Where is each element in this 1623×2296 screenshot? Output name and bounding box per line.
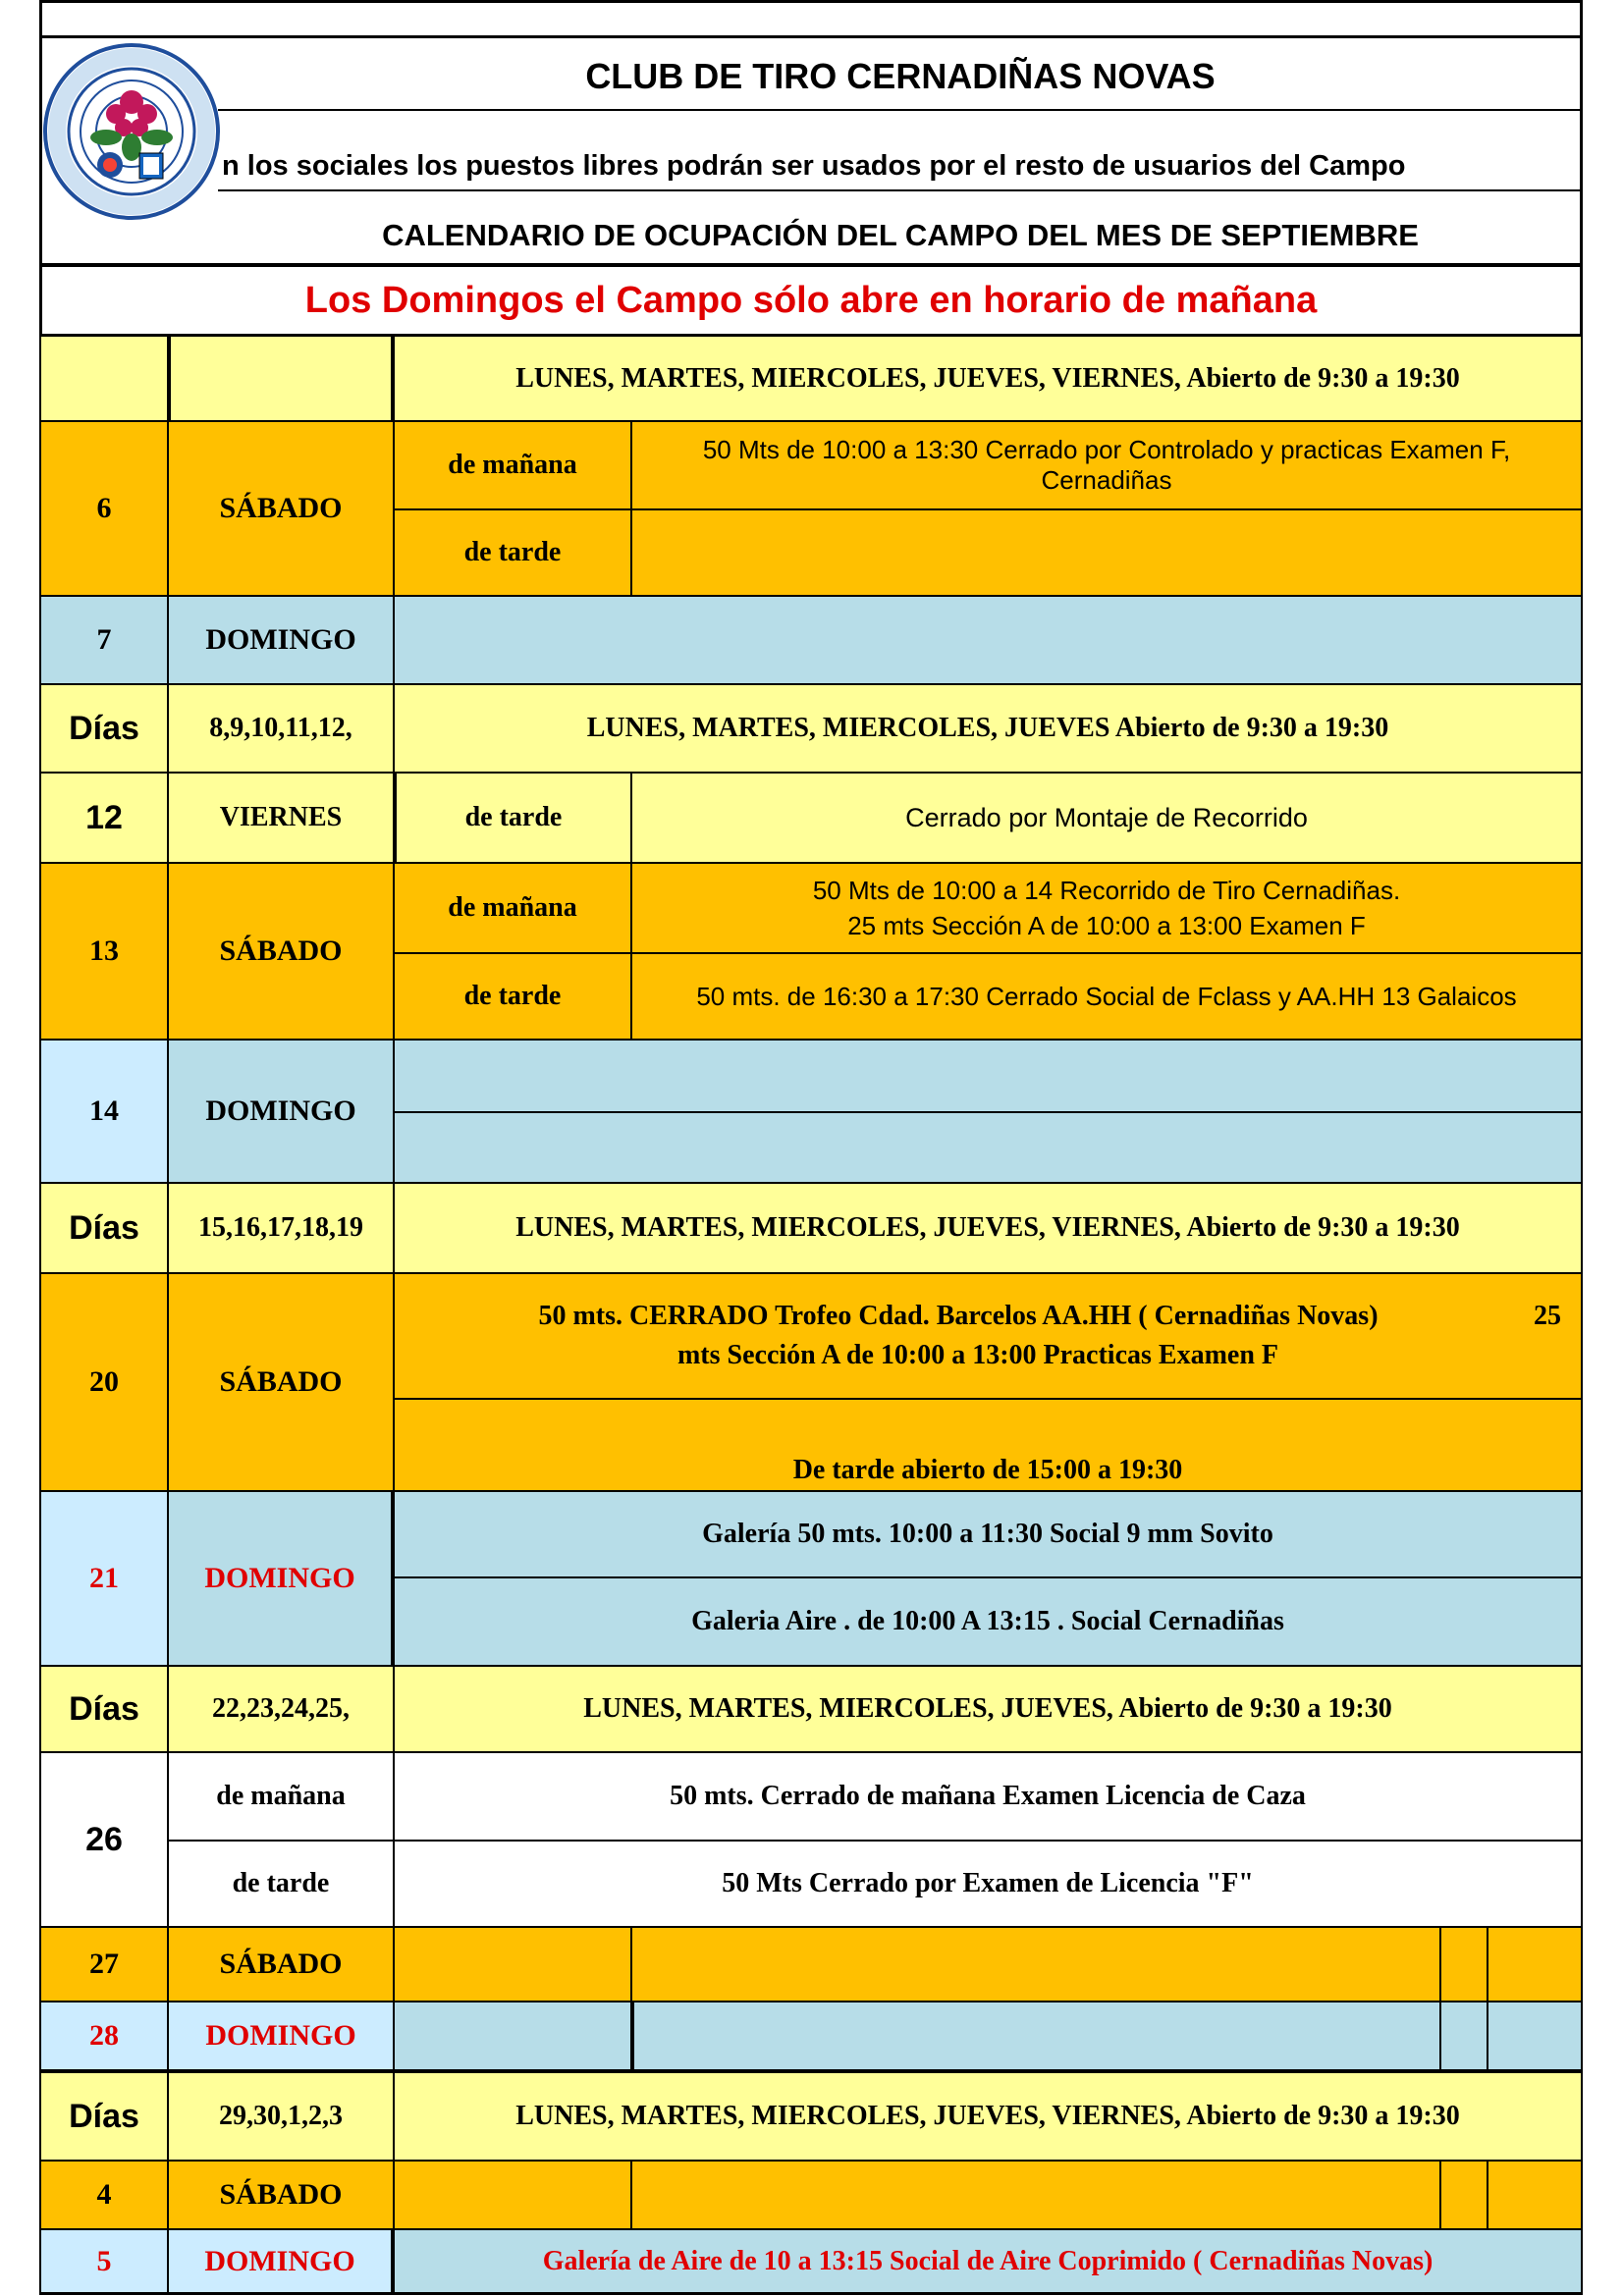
- r28-day: 28: [39, 2001, 169, 2071]
- r4-weekday: SÁBADO: [167, 2160, 395, 2230]
- r27-weekday: SÁBADO: [167, 1926, 395, 2002]
- r20-day: 20: [39, 1272, 169, 1492]
- r21-line1: Galería 50 mts. 10:00 a 11:30 Social 9 mm Sovito: [393, 1490, 1583, 1578]
- r13-weekday: SÁBADO: [167, 862, 395, 1041]
- r7-weekday: DOMINGO: [167, 595, 395, 685]
- r6-afternoon-label: de tarde: [393, 508, 632, 597]
- r0-text: LUNES, MARTES, MIERCOLES, JUEVES, VIERNES, Abierto de 9:30 a 19:30: [393, 334, 1583, 422]
- r8-days: 8,9,10,11,12,: [167, 683, 395, 774]
- r4-slot-1: [393, 2160, 632, 2230]
- r7-text: [393, 595, 1583, 685]
- r20-morning: [393, 1272, 1583, 1400]
- r21-line2: Galeria Aire . de 10:00 A 13:15 . Social Cernadiñas: [393, 1576, 1583, 1667]
- r5-text: Galería de Aire de 10 a 13:15 Social de Aire Coprimido ( Cernadiñas Novas): [393, 2228, 1583, 2295]
- header-line-1: [218, 109, 1583, 111]
- r15-label: Días: [39, 1182, 169, 1274]
- r29-label: Días: [39, 2069, 169, 2162]
- r12-day: 12: [39, 772, 169, 864]
- r13-afternoon-label: de tarde: [393, 952, 632, 1041]
- r26-morning-text: 50 mts. Cerrado de mañana Examen Licencia de Caza: [393, 1751, 1583, 1842]
- r6-weekday: SÁBADO: [167, 420, 395, 597]
- r22-days: 22,23,24,25,: [167, 1665, 395, 1753]
- header-line-2: [218, 189, 1583, 191]
- club-logo: [41, 41, 222, 222]
- r27-slot-2: [630, 1926, 1441, 2002]
- r21-day: 21: [39, 1490, 169, 1667]
- r12-text: Cerrado por Montaje de Recorrido: [630, 772, 1583, 864]
- club-name: CLUB DE TIRO CERNADIÑAS NOVAS: [585, 56, 1216, 96]
- r13-morning-line1: 50 Mts de 10:00 a 14 Recorrido de Tiro Cernadiñas.: [812, 876, 1401, 905]
- r5-day: 5: [39, 2228, 169, 2295]
- r15-days: 15,16,17,18,19: [167, 1182, 395, 1274]
- r0-c2: [167, 334, 395, 422]
- calendar-title: CALENDARIO DE OCUPACIÓN DEL CAMPO DEL MES DE SEPTIEMBRE: [382, 218, 1419, 252]
- r13-morning-line2: 25 mts Sección A de 10:00 a 13:00 Examen F: [847, 911, 1366, 940]
- r27-slot-4: [1487, 1926, 1583, 2002]
- r14-day: 14: [39, 1039, 169, 1184]
- r26-afternoon-text: 50 Mts Cerrado por Examen de Licencia "F": [393, 1840, 1583, 1928]
- r12-weekday: VIERNES: [167, 772, 395, 864]
- r22-label: Días: [39, 1665, 169, 1753]
- r7-day: 7: [39, 595, 169, 685]
- r4-slot-4: [1487, 2160, 1583, 2230]
- r28-weekday: DOMINGO: [167, 2001, 395, 2071]
- r27-day: 27: [39, 1926, 169, 2002]
- r6-morning-text: 50 Mts de 10:00 a 13:30 Cerrado por Controlado y practicas Examen F, Cernadiñas: [630, 420, 1583, 510]
- r27-slot-3: [1439, 1926, 1488, 2002]
- r12-label: de tarde: [393, 772, 632, 864]
- r15-text: LUNES, MARTES, MIERCOLES, JUEVES, VIERNES, Abierto de 9:30 a 19:30: [393, 1182, 1583, 1274]
- r28-slot-2: [630, 2001, 1441, 2071]
- r4-slot-2: [630, 2160, 1441, 2230]
- r14-slot-2: [393, 1111, 1583, 1184]
- r20-weekday: SÁBADO: [167, 1272, 395, 1492]
- r14-slot-1: [393, 1039, 1583, 1113]
- r28-slot-4: [1487, 2001, 1583, 2071]
- r29-days: 29,30,1,2,3: [167, 2069, 395, 2162]
- r20-line2: mts Sección A de 10:00 a 13:00 Practicas Examen F: [676, 1340, 1279, 1370]
- r13-morning-label: de mañana: [393, 862, 632, 954]
- r29-text: LUNES, MARTES, MIERCOLES, JUEVES, VIERNES, Abierto de 9:30 a 19:30: [393, 2069, 1583, 2162]
- r4-day: 4: [39, 2160, 169, 2230]
- r14-weekday: DOMINGO: [167, 1039, 395, 1184]
- r28-slot-3: [1439, 2001, 1488, 2071]
- notice-text: n los sociales los puestos libres podrán ser usados por el resto de usuarios del Campo: [222, 149, 1406, 182]
- r26-afternoon-label: de tarde: [167, 1840, 395, 1928]
- r26-day: 26: [39, 1751, 169, 1928]
- header-top-line: [39, 35, 1583, 38]
- r6-day: 6: [39, 420, 169, 597]
- r27-slot-1: [393, 1926, 632, 2002]
- r5-weekday: DOMINGO: [167, 2228, 395, 2295]
- r6-afternoon-text: [630, 508, 1583, 597]
- sunday-notice-text: Los Domingos el Campo sólo abre en horario de mañana: [304, 279, 1318, 321]
- r21-weekday: DOMINGO: [167, 1490, 395, 1667]
- sunday-notice: [39, 267, 1583, 334]
- r22-text: LUNES, MARTES, MIERCOLES, JUEVES, Abierto de 9:30 a 19:30: [393, 1665, 1583, 1753]
- r20-afternoon-text: De tarde abierto de 15:00 a 19:30: [393, 1398, 1583, 1492]
- r13-afternoon-text: 50 mts. de 16:30 a 17:30 Cerrado Social de Fclass y AA.HH 13 Galaicos: [630, 952, 1583, 1041]
- r13-day: 13: [39, 862, 169, 1041]
- r8-label: Días: [39, 683, 169, 774]
- r4-slot-3: [1439, 2160, 1488, 2230]
- r28-slot-1: [393, 2001, 632, 2071]
- r6-morning-label: de mañana: [393, 420, 632, 510]
- r20-line1: 50 mts. CERRADO Trofeo Cdad. Barcelos AA.HH ( Cernadiñas Novas): [538, 1301, 1379, 1331]
- r8-text: LUNES, MARTES, MIERCOLES, JUEVES Abierto de 9:30 a 19:30: [393, 683, 1583, 774]
- r13-morning-text: [630, 862, 1583, 954]
- r26-morning-label: de mañana: [167, 1751, 395, 1842]
- r0-c1: [39, 334, 169, 422]
- r20-line1-tail: 25: [1534, 1301, 1561, 1331]
